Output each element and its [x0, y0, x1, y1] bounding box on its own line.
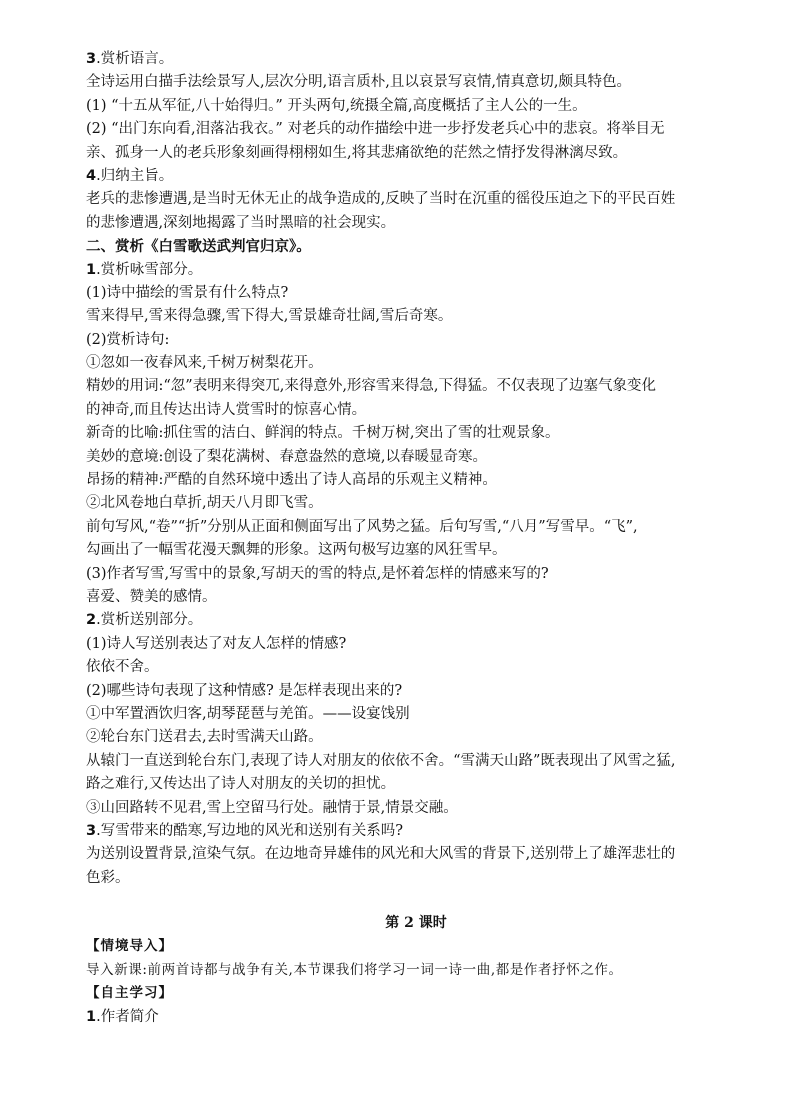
paragraph: 从辕门一直送到轮台东门,表现了诗人对朋友的依依不舍。“雪满天山路”既表现出了风雪之猛,	[86, 752, 676, 769]
paragraph-continuation: 亲、孤身一人的老兵形象刻画得栩栩如生,将其悲痛欲绝的茫然之情抒发得淋漓尽致。	[86, 144, 628, 161]
heading-text: .写雪带来的酷寒,写边地的风光和送别有关系吗?	[96, 822, 404, 839]
poem-line: ②轮台东门送君去,去时雪满天山路。	[86, 729, 323, 746]
paragraph: (2) “出门东向看,泪落沾我衣。” 对老兵的动作描绘中进一步抒发老兵心中的悲哀。将举目无	[86, 121, 665, 138]
paragraph: 为送别设置背景,渲染气氛。在边地奇异雄伟的风光和大风雪的背景下,送别带上了雄浑悲壮的	[86, 846, 676, 863]
heading-number: 2	[86, 612, 97, 629]
heading-number: 4	[86, 167, 97, 184]
paragraph-continuation: 色彩。	[86, 869, 130, 886]
question: (1)诗人写送别表达了对友人怎样的情感?	[86, 635, 347, 652]
heading-number: 3	[86, 51, 97, 67]
author-heading	[86, 1006, 746, 1029]
paragraph-continuation: 的神奇,而且传达出诗人赏雪时的惊喜心情。	[86, 401, 367, 418]
heading-text: .赏析送别部分。	[96, 612, 203, 629]
intro-text: 导入新课:前两首诗都与战争有关,本节课我们将学习一词一诗一曲,都是作者抒怀之作。	[86, 961, 623, 978]
subsection-heading-1	[86, 259, 746, 282]
answer: 依依不舍。	[86, 659, 159, 676]
self-study-heading: 【自主学习】	[86, 985, 173, 1002]
poem-line: ③山回路转不见君,雪上空留马行处。融情于景,情景交融。	[86, 799, 458, 816]
paragraph: 精妙的用词:“忽”表明来得突兀,来得意外,形容雪来得急,下得猛。不仅表现了边塞气象变化	[86, 378, 657, 395]
heading-number: 3	[86, 822, 97, 839]
question: (2)哪些诗句表现了这种情感? 是怎样表现出来的?	[86, 682, 403, 699]
paragraph: 昂扬的精神:严酷的自然环境中透出了诗人高昂的乐观主义精神。	[86, 472, 497, 489]
document-body	[86, 48, 746, 1029]
poem-line: ①忽如一夜春风来,千树万树梨花开。	[86, 355, 323, 372]
poem-line: ①中军置酒饮归客,胡琴琵琶与羌笛。——设宴饯别	[86, 705, 410, 722]
question: (2)赏析诗句:	[86, 331, 170, 348]
paragraph-continuation: 勾画出了一幅雪花漫天飘舞的形象。这两句极写边塞的风狂雪早。	[86, 542, 507, 559]
subsection-heading-3	[86, 820, 746, 843]
question: (3)作者写雪,写雪中的景象,写胡天的雪的特点,是怀着怎样的情感来写的?	[86, 565, 549, 582]
heading-number: 1	[86, 1008, 97, 1025]
subsection-heading-2	[86, 609, 746, 632]
paragraph: 美妙的意境:创设了梨花满树、春意盎然的意境,以春暖显奇寒。	[86, 448, 487, 465]
heading-number: 1	[86, 261, 97, 278]
heading-text: .归纳主旨。	[96, 167, 174, 184]
answer: 雪来得早,雪来得急骤,雪下得大,雪景雄奇壮阔,雪后奇寒。	[86, 308, 453, 325]
intro-heading: 【情境导入】	[86, 938, 173, 955]
paragraph-continuation: 的悲惨遭遇,深刻地揭露了当时黑暗的社会现实。	[86, 214, 396, 231]
part-two-heading: 二、赏析《白雪歌送武判官归京》。	[86, 238, 311, 256]
poem-line: ②北风卷地白草折,胡天八月即飞雪。	[86, 495, 323, 512]
section-heading-3	[86, 48, 746, 71]
paragraph: 新奇的比喻:抓住雪的洁白、鲜润的特点。千树万树,突出了雪的壮观景象。	[86, 425, 560, 442]
question: (1)诗中描绘的雪景有什么特点?	[86, 284, 289, 301]
paragraph: 前句写风,“卷”“折”分别从正面和侧面写出了风势之猛。后句写雪,“八月”写雪早。“飞”,	[86, 518, 638, 535]
section-heading-4	[86, 165, 746, 188]
paragraph-continuation: 路之难行,又传达出了诗人对朋友的关切的担忧。	[86, 776, 396, 793]
paragraph: 全诗运用白描手法绘景写人,层次分明,语言质朴,且以哀景写哀情,情真意切,颇具特色。	[86, 74, 632, 91]
answer: 喜爱、赞美的感情。	[86, 588, 217, 605]
paragraph: (1) “十五从军征,八十始得归。” 开头两句,统摄全篇,高度概括了主人公的一生。	[86, 97, 587, 114]
heading-text: .赏析咏雪部分。	[96, 261, 203, 278]
heading-text: .赏析语言。	[96, 51, 174, 67]
lesson-title: 第 2 课时	[385, 915, 447, 932]
paragraph: 老兵的悲惨遭遇,是当时无休无止的战争造成的,反映了当时在沉重的徭役压迫之下的平民百姓	[86, 191, 676, 208]
heading-text: .作者简介	[96, 1008, 159, 1025]
